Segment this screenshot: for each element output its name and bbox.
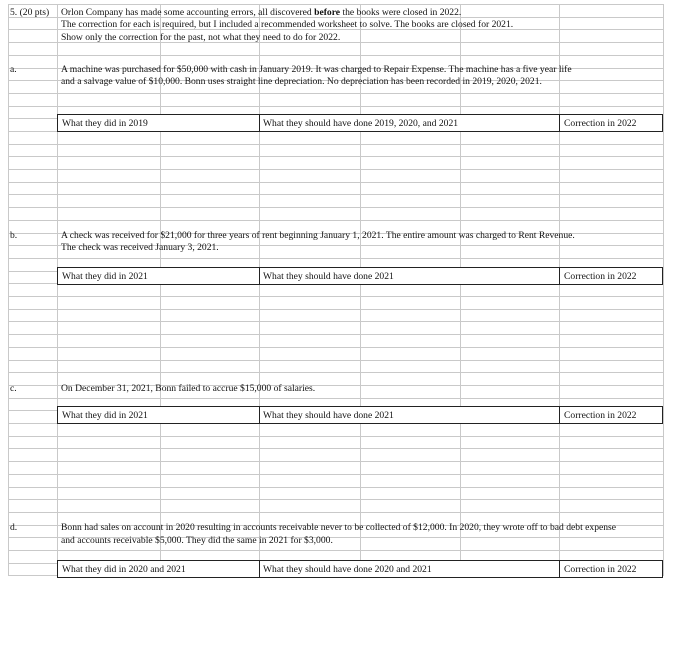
grid-row-line [8, 4, 663, 5]
grid-col-line [160, 4, 161, 576]
part-c-header-should [259, 406, 560, 424]
part-d-col-did: What they did in 2020 and 2021 [62, 564, 186, 575]
grid-row-line [8, 258, 663, 259]
grid-row-line [8, 487, 663, 488]
grid-row-line [8, 436, 663, 437]
part-b-description-1: A check was received for $21,000 for three years of rent beginning January 1, 2021. The entire amount was charged to Rent Revenue. [61, 230, 575, 241]
part-b-header-should [259, 267, 560, 285]
problem-intro-line-3: Show only the correction for the past, not what they need to do for 2022. [61, 32, 341, 43]
part-b-col-should: What they should have done 2021 [263, 271, 394, 282]
part-c-col-should: What they should have done 2021 [263, 410, 394, 421]
part-a-col-correction: Correction in 2022 [564, 118, 637, 129]
grid-row-line [8, 296, 663, 297]
part-d-col-correction: Correction in 2022 [564, 564, 637, 575]
part-a-col-did: What they did in 2019 [62, 118, 148, 129]
grid-row-line [8, 398, 663, 399]
intro-text-bold: before [314, 7, 341, 18]
intro-text-post: the books were closed in 2022. [342, 7, 462, 18]
grid-row-line [8, 309, 663, 310]
grid-row-line [8, 512, 663, 513]
grid-row-line [8, 474, 663, 475]
part-a-description-1: A machine was purchased for $50,000 with cash in January 2019. It was charged to Repair Expense. The machine has a five year life [61, 64, 572, 75]
part-c-letter: c. [10, 383, 17, 394]
part-c-header-did [57, 406, 260, 424]
grid-col-line [57, 4, 58, 576]
grid-row-line [8, 207, 663, 208]
part-a-header-correction [559, 114, 663, 132]
part-d-header-correction [559, 560, 663, 578]
grid-row-line [8, 182, 663, 183]
intro-text-pre: Orlon Company has made some accounting errors, all discovered [61, 7, 312, 18]
problem-intro-line-2: The correction for each is required, but I included a recommended worksheet to solve. The books are closed for 2021. [61, 19, 514, 30]
part-d-col-should: What they should have done 2020 and 2021 [263, 564, 432, 575]
grid-col-line [460, 4, 461, 576]
part-a-col-should: What they should have done 2019, 2020, and 2021 [263, 118, 459, 129]
part-c-description-1: On December 31, 2021, Bonn failed to accrue $15,000 of salaries. [61, 383, 316, 394]
grid-col-line [259, 4, 260, 576]
part-a-header-should [259, 114, 560, 132]
grid-row-line [8, 499, 663, 500]
grid-row-line [8, 220, 663, 221]
grid-row-line [8, 347, 663, 348]
part-b-description-2: The check was received January 3, 2021. [61, 242, 219, 253]
part-d-letter: d. [10, 522, 18, 533]
part-d-header-did [57, 560, 260, 578]
part-a-description-2: and a salvage value of $10,000. Bonn uses straight line depreciation. No depreciation has been recorded in 2019, 2020, 2021. [61, 76, 542, 87]
grid-row-line [8, 550, 663, 551]
part-d-header-should [259, 560, 560, 578]
part-c-col-correction: Correction in 2022 [564, 410, 637, 421]
grid-row-line [8, 93, 663, 94]
grid-row-line [8, 372, 663, 373]
problem-number: 5. (20 pts) [10, 7, 50, 18]
grid-row-line [8, 169, 663, 170]
part-d-description-1: Bonn had sales on account in 2020 resulting in accounts receivable never to be collected of $12,000. In 2020, they wrote off to bad debt expense [61, 522, 617, 533]
grid-row-line [8, 448, 663, 449]
part-b-col-did: What they did in 2021 [62, 271, 148, 282]
grid-col-line [559, 4, 560, 576]
grid-row-line [8, 55, 663, 56]
problem-intro-line-1 [61, 7, 461, 19]
grid-row-line [8, 194, 663, 195]
grid-col-line [663, 4, 664, 576]
part-d-description-2: and accounts receivable $5,000. They did the same in 2021 for $3,000. [61, 535, 333, 546]
part-a-letter: a. [10, 64, 17, 75]
part-c-col-did: What they did in 2021 [62, 410, 148, 421]
part-b-header-correction [559, 267, 663, 285]
part-c-header-correction [559, 406, 663, 424]
grid-row-line [8, 461, 663, 462]
grid-row-line [8, 360, 663, 361]
part-b-col-correction: Correction in 2022 [564, 271, 637, 282]
grid-row-line [8, 106, 663, 107]
grid-row-line [8, 144, 663, 145]
grid-row-line [8, 334, 663, 335]
grid-col-line [8, 4, 9, 576]
part-b-letter: b. [10, 230, 18, 241]
grid-row-line [8, 156, 663, 157]
part-a-header-did [57, 114, 260, 132]
part-b-header-did [57, 267, 260, 285]
grid-col-line [360, 4, 361, 576]
grid-row-line [8, 321, 663, 322]
